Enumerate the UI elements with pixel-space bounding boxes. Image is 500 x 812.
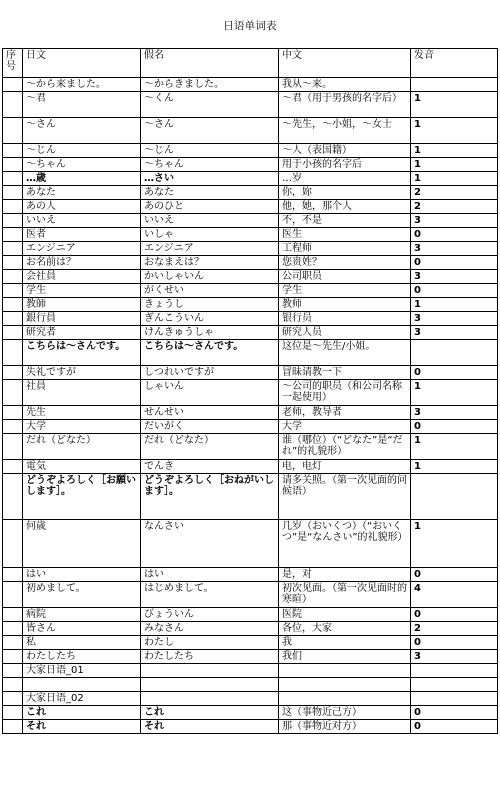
meaning-cell: 请多关照。（第一次见面的问候语） xyxy=(279,474,411,520)
kana-cell: ～くん xyxy=(141,92,279,118)
tone-cell: 3 xyxy=(411,326,498,340)
word-cell: 初めまして。 xyxy=(23,582,141,608)
table-row xyxy=(3,270,498,284)
word-cell: お名前は？ xyxy=(23,256,141,270)
table-row xyxy=(3,256,498,270)
tone-cell: 3 xyxy=(411,406,498,420)
tone-cell: 3 xyxy=(411,650,498,664)
word-cell: いいえ xyxy=(23,214,141,228)
tone-cell: 1 xyxy=(411,144,498,158)
kana-cell: けんきゅうしゃ xyxy=(141,326,279,340)
kana-cell xyxy=(141,692,279,706)
word-cell: 大家日语_01 xyxy=(23,664,141,678)
kana-cell: きょうし xyxy=(141,298,279,312)
table-row xyxy=(3,520,498,568)
meaning-cell xyxy=(279,678,411,692)
row-number-cell xyxy=(3,636,23,650)
word-cell: だれ（どなた） xyxy=(23,434,141,460)
word-cell: 失礼ですが xyxy=(23,366,141,380)
row-number-cell xyxy=(3,434,23,460)
tone-cell: 0 xyxy=(411,420,498,434)
meaning-cell: 用于小孩的名字后 xyxy=(279,158,411,172)
kana-cell: だいがく xyxy=(141,420,279,434)
header-kana: 假名 xyxy=(141,49,279,78)
page-title: 日语单词表 xyxy=(223,20,277,32)
tone-cell: 1 xyxy=(411,172,498,186)
tone-cell: 0 xyxy=(411,636,498,650)
row-number-cell xyxy=(3,284,23,298)
tone-cell: 3 xyxy=(411,242,498,256)
word-cell: 先生 xyxy=(23,406,141,420)
tone-cell xyxy=(411,692,498,706)
row-number-cell xyxy=(3,172,23,186)
meaning-cell: 这（事物近己方） xyxy=(279,706,411,720)
tone-cell xyxy=(411,664,498,678)
tone-cell: 2 xyxy=(411,622,498,636)
row-number-cell xyxy=(3,92,23,118)
word-cell: ～じん xyxy=(23,144,141,158)
word-cell: 病院 xyxy=(23,608,141,622)
meaning-cell: 教师 xyxy=(279,298,411,312)
row-number-cell xyxy=(3,186,23,200)
meaning-cell: 大学 xyxy=(279,420,411,434)
tone-cell: 1 xyxy=(411,158,498,172)
tone-cell xyxy=(411,678,498,692)
word-cell: これ xyxy=(23,706,141,720)
table-row xyxy=(3,568,498,582)
meaning-cell: …岁 xyxy=(279,172,411,186)
table-row xyxy=(3,406,498,420)
row-number-cell xyxy=(3,270,23,284)
row-number-cell xyxy=(3,720,23,734)
word-cell: エンジニア xyxy=(23,242,141,256)
tone-cell: 0 xyxy=(411,706,498,720)
table-row xyxy=(3,380,498,406)
tone-cell xyxy=(411,474,498,520)
row-number-cell xyxy=(3,366,23,380)
table-row xyxy=(3,706,498,720)
kana-cell: こちらは～さんです。 xyxy=(141,340,279,366)
kana-cell: しつれいですが xyxy=(141,366,279,380)
row-number-cell xyxy=(3,228,23,242)
word-cell: 皆さん xyxy=(23,622,141,636)
meaning-cell: 研究人员 xyxy=(279,326,411,340)
meaning-cell: 几岁（おいくつ）（“おいくつ”是“なんさい”的礼貌形） xyxy=(279,520,411,568)
kana-cell: ～ちゃん xyxy=(141,158,279,172)
kana-cell: どうぞよろしく［おねがいします］。 xyxy=(141,474,279,520)
row-number-cell xyxy=(3,692,23,706)
table-row xyxy=(3,720,498,734)
kana-cell: みなさん xyxy=(141,622,279,636)
word-cell: ～君 xyxy=(23,92,141,118)
row-number-cell xyxy=(3,520,23,568)
tone-cell xyxy=(411,340,498,366)
meaning-cell: 我从～来。 xyxy=(279,78,411,92)
tone-cell: 3 xyxy=(411,270,498,284)
table-row xyxy=(3,650,498,664)
table-row xyxy=(3,158,498,172)
tone-cell: 1 xyxy=(411,118,498,144)
kana-cell: それ xyxy=(141,720,279,734)
meaning-cell: 那（事物近对方） xyxy=(279,720,411,734)
table-row xyxy=(3,420,498,434)
table-row xyxy=(3,622,498,636)
word-cell: あなた xyxy=(23,186,141,200)
meaning-cell xyxy=(279,664,411,678)
header-word: 日文 xyxy=(23,49,141,78)
table-row xyxy=(3,228,498,242)
meaning-cell: 电，电灯 xyxy=(279,460,411,474)
row-number-cell xyxy=(3,242,23,256)
table-row xyxy=(3,92,498,118)
table-header-row xyxy=(3,49,498,78)
word-cell: 教師 xyxy=(23,298,141,312)
table-row xyxy=(3,298,498,312)
word-cell: ～ちゃん xyxy=(23,158,141,172)
table-row xyxy=(3,200,498,214)
tone-cell: 2 xyxy=(411,200,498,214)
kana-cell: わたし xyxy=(141,636,279,650)
kana-cell: …さい xyxy=(141,172,279,186)
tone-cell: 0 xyxy=(411,284,498,298)
kana-cell: はじめまして。 xyxy=(141,582,279,608)
table-row xyxy=(3,366,498,380)
word-cell: 大家日语_02 xyxy=(23,692,141,706)
meaning-cell: 我们 xyxy=(279,650,411,664)
table-row xyxy=(3,474,498,520)
meaning-cell: 老师，教导者 xyxy=(279,406,411,420)
table-row xyxy=(3,434,498,460)
word-cell: …歳 xyxy=(23,172,141,186)
header-no: 序号 xyxy=(3,49,23,78)
row-number-cell xyxy=(3,474,23,520)
tone-cell: 3 xyxy=(411,214,498,228)
table-row xyxy=(3,118,498,144)
row-number-cell xyxy=(3,622,23,636)
meaning-cell: 谁（哪位）（“どなた”是“だれ”的礼貌形） xyxy=(279,434,411,460)
kana-cell: ～からきました。 xyxy=(141,78,279,92)
tone-cell: 0 xyxy=(411,720,498,734)
table-row xyxy=(3,460,498,474)
word-cell: どうぞよろしく［お願いします］。 xyxy=(23,474,141,520)
tone-cell: 1 xyxy=(411,434,498,460)
kana-cell: これ xyxy=(141,706,279,720)
tone-cell: 1 xyxy=(411,298,498,312)
meaning-cell: 你，妳 xyxy=(279,186,411,200)
word-cell: 何歳 xyxy=(23,520,141,568)
word-cell: 大学 xyxy=(23,420,141,434)
kana-cell: あのひと xyxy=(141,200,279,214)
row-number-cell xyxy=(3,158,23,172)
meaning-cell: 医院 xyxy=(279,608,411,622)
table-row xyxy=(3,636,498,650)
kana-cell: だれ（どなた） xyxy=(141,434,279,460)
row-number-cell xyxy=(3,380,23,406)
word-cell: 私 xyxy=(23,636,141,650)
meaning-cell: ～君（用于男孩的名字后） xyxy=(279,92,411,118)
meaning-cell: 医生 xyxy=(279,228,411,242)
meaning-cell: 各位，大家 xyxy=(279,622,411,636)
table-row xyxy=(3,186,498,200)
row-number-cell xyxy=(3,118,23,144)
tone-cell: 0 xyxy=(411,608,498,622)
kana-cell xyxy=(141,664,279,678)
word-cell: はい xyxy=(23,568,141,582)
kana-cell: わたしたち xyxy=(141,650,279,664)
tone-cell: 3 xyxy=(411,312,498,326)
table-body xyxy=(3,49,498,734)
word-cell: 社員 xyxy=(23,380,141,406)
table-row xyxy=(3,214,498,228)
word-cell: わたしたち xyxy=(23,650,141,664)
meaning-cell: ～人（表国籍） xyxy=(279,144,411,158)
table-row xyxy=(3,242,498,256)
meaning-cell: 工程师 xyxy=(279,242,411,256)
meaning-cell: 不，不是 xyxy=(279,214,411,228)
row-number-cell xyxy=(3,144,23,158)
kana-cell: ぎんこういん xyxy=(141,312,279,326)
table-row xyxy=(3,326,498,340)
row-number-cell xyxy=(3,608,23,622)
table-row xyxy=(3,172,498,186)
table-row xyxy=(3,312,498,326)
kana-cell: がくせい xyxy=(141,284,279,298)
table-row xyxy=(3,608,498,622)
kana-cell: おなまえは？ xyxy=(141,256,279,270)
word-cell: あの人 xyxy=(23,200,141,214)
kana-cell: あなた xyxy=(141,186,279,200)
word-cell: こちらは～さんです。 xyxy=(23,340,141,366)
tone-cell: 1 xyxy=(411,380,498,406)
meaning-cell: 这位是～先生/小姐。 xyxy=(279,340,411,366)
kana-cell: しゃいん xyxy=(141,380,279,406)
meaning-cell: ～先生，～小姐，～女士 xyxy=(279,118,411,144)
table-row xyxy=(3,664,498,678)
tone-cell: 1 xyxy=(411,92,498,118)
row-number-cell xyxy=(3,460,23,474)
kana-cell: びょういん xyxy=(141,608,279,622)
row-number-cell xyxy=(3,664,23,678)
word-cell: それ xyxy=(23,720,141,734)
meaning-cell: 是，对 xyxy=(279,568,411,582)
table-row xyxy=(3,144,498,158)
meaning-cell: 冒昧请教一下 xyxy=(279,366,411,380)
kana-cell: かいしゃいん xyxy=(141,270,279,284)
kana-cell: ～じん xyxy=(141,144,279,158)
header-tone: 发音 xyxy=(411,49,498,78)
word-cell: 電気 xyxy=(23,460,141,474)
table-row xyxy=(3,78,498,92)
tone-cell: 4 xyxy=(411,582,498,608)
tone-cell: 0 xyxy=(411,366,498,380)
row-number-cell xyxy=(3,326,23,340)
kana-cell: なんさい xyxy=(141,520,279,568)
word-cell: ～から来ました。 xyxy=(23,78,141,92)
meaning-cell: 公司职员 xyxy=(279,270,411,284)
tone-cell xyxy=(411,78,498,92)
tone-cell: 1 xyxy=(411,520,498,568)
kana-cell: ～さん xyxy=(141,118,279,144)
table-row xyxy=(3,692,498,706)
table-row xyxy=(3,284,498,298)
kana-cell: はい xyxy=(141,568,279,582)
word-cell: 医者 xyxy=(23,228,141,242)
kana-cell: いいえ xyxy=(141,214,279,228)
row-number-cell xyxy=(3,298,23,312)
word-cell: 研究者 xyxy=(23,326,141,340)
kana-cell: いしゃ xyxy=(141,228,279,242)
row-number-cell xyxy=(3,256,23,270)
meaning-cell: 初次见面。（第一次见面时的寒暄） xyxy=(279,582,411,608)
word-cell: 学生 xyxy=(23,284,141,298)
kana-cell: せんせい xyxy=(141,406,279,420)
meaning-cell: 我 xyxy=(279,636,411,650)
header-meaning: 中文 xyxy=(279,49,411,78)
meaning-cell: 学生 xyxy=(279,284,411,298)
table-row xyxy=(3,582,498,608)
kana-cell: エンジニア xyxy=(141,242,279,256)
row-number-cell xyxy=(3,706,23,720)
row-number-cell xyxy=(3,312,23,326)
row-number-cell xyxy=(3,650,23,664)
tone-cell: 1 xyxy=(411,460,498,474)
row-number-cell xyxy=(3,78,23,92)
tone-cell: 2 xyxy=(411,186,498,200)
row-number-cell xyxy=(3,200,23,214)
meaning-cell: 银行员 xyxy=(279,312,411,326)
row-number-cell xyxy=(3,568,23,582)
row-number-cell xyxy=(3,678,23,692)
tone-cell: 0 xyxy=(411,256,498,270)
row-number-cell xyxy=(3,214,23,228)
kana-cell xyxy=(141,678,279,692)
table-row xyxy=(3,678,498,692)
row-number-cell xyxy=(3,340,23,366)
meaning-cell: ～公司的职员（和公司名称一起使用） xyxy=(279,380,411,406)
row-number-cell xyxy=(3,406,23,420)
word-cell: ～さん xyxy=(23,118,141,144)
meaning-cell xyxy=(279,692,411,706)
word-cell: 銀行員 xyxy=(23,312,141,326)
kana-cell: でんき xyxy=(141,460,279,474)
tone-cell: 0 xyxy=(411,568,498,582)
meaning-cell: 您贵姓？ xyxy=(279,256,411,270)
row-number-cell xyxy=(3,420,23,434)
tone-cell: 0 xyxy=(411,228,498,242)
row-number-cell xyxy=(3,582,23,608)
vocabulary-table xyxy=(2,48,498,734)
word-cell: 会社員 xyxy=(23,270,141,284)
word-cell xyxy=(23,678,141,692)
meaning-cell: 他，她，那个人 xyxy=(279,200,411,214)
table-row xyxy=(3,340,498,366)
